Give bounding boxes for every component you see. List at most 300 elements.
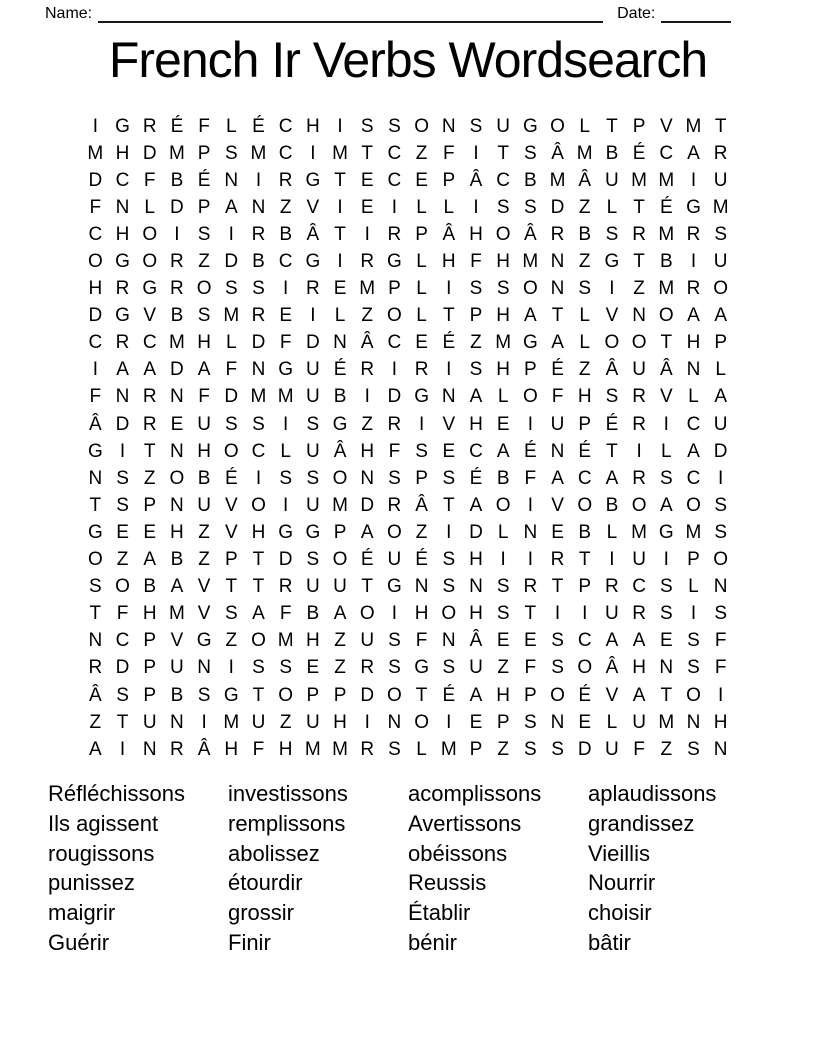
grid-letter: H (170, 521, 184, 543)
grid-letter: O (441, 603, 457, 625)
grid-letter: T (660, 332, 673, 354)
grid-letter: I (446, 521, 452, 543)
grid-letter: L (715, 359, 726, 381)
grid-letter: O (658, 305, 674, 327)
grid-letter: D (224, 386, 239, 408)
grid-letter: Z (279, 711, 292, 733)
worksheet-header (45, 4, 774, 25)
grid-letter: T (442, 494, 455, 516)
grid-letter: É (659, 196, 673, 218)
grid-letter: Â (415, 494, 428, 516)
grid-letter: L (606, 711, 618, 733)
grid-letter: S (496, 576, 510, 598)
grid-letter: É (252, 115, 265, 137)
grid-letter: F (415, 630, 428, 652)
grid-letter: C (115, 630, 130, 652)
word-list-item: Reussis (408, 870, 487, 896)
word-list-item: grossir (228, 900, 295, 926)
grid-letter: S (252, 413, 265, 435)
grid-letter: Z (225, 630, 238, 652)
grid-letter: R (170, 278, 184, 300)
grid-letter: H (632, 657, 646, 679)
grid-letter: M (631, 169, 647, 191)
grid-letter: N (469, 576, 483, 598)
grid-letter: O (686, 684, 701, 706)
grid-letter: S (224, 603, 238, 625)
word-list-item: obéissons (408, 840, 508, 866)
grid-letter: P (687, 549, 700, 571)
grid-letter: C (88, 332, 103, 354)
grid-letter: M (495, 332, 512, 354)
grid-letter: Z (578, 359, 591, 381)
grid-letter: B (578, 521, 592, 543)
grid-letter: D (115, 657, 130, 679)
grid-letter: S (442, 576, 456, 598)
grid-letter: Â (89, 413, 102, 435)
grid-letter: U (605, 738, 619, 760)
grid-letter: G (387, 576, 402, 598)
grid-letter: H (496, 684, 511, 706)
grid-letter: S (714, 603, 727, 625)
grid-letter: A (469, 684, 483, 706)
grid-letter: I (446, 359, 452, 381)
grid-letter: O (577, 657, 593, 679)
grid-letter: S (224, 278, 238, 300)
grid-letter: T (89, 603, 102, 625)
grid-letter: T (252, 549, 265, 571)
grid-letter: D (387, 386, 402, 408)
word-list-column (408, 779, 588, 958)
grid-letter: H (305, 115, 320, 137)
grid-letter: M (168, 603, 185, 625)
grid-letter: T (334, 169, 346, 191)
grid-letter: Â (469, 630, 483, 652)
grid-letter: U (305, 440, 320, 462)
grid-letter: F (116, 603, 129, 625)
grid-letter: O (631, 332, 647, 354)
grid-letter: T (551, 305, 564, 327)
grid-letter: A (687, 142, 700, 164)
word-list-item: étourdir (228, 870, 303, 896)
grid-letter: O (495, 223, 511, 245)
grid-letter: E (116, 521, 129, 543)
grid-letter: C (686, 413, 701, 435)
grid-letter: R (278, 576, 293, 598)
grid-letter: R (414, 359, 429, 381)
grid-letter: I (337, 251, 343, 273)
grid-letter: I (446, 711, 452, 733)
grid-letter: G (87, 440, 103, 462)
grid-letter: N (88, 467, 103, 489)
grid-letter: H (469, 413, 483, 435)
grid-letter: S (306, 467, 320, 489)
grid-letter: A (632, 684, 646, 706)
grid-letter: Z (334, 630, 346, 652)
grid-letter: T (633, 196, 645, 218)
grid-letter: É (632, 142, 646, 164)
grid-letter: S (524, 711, 537, 733)
grid-letter: O (196, 278, 212, 300)
grid-letter: I (228, 657, 234, 679)
grid-letter: R (305, 278, 320, 300)
word-list-item: Établir (408, 900, 471, 926)
grid-letter: R (605, 576, 619, 598)
grid-letter: P (143, 630, 157, 652)
grid-letter: A (469, 494, 483, 516)
grid-letter: T (633, 251, 645, 273)
grid-letter: S (659, 576, 673, 598)
word-list-item: abolissez (228, 840, 320, 866)
grid-letter: N (632, 305, 646, 327)
grid-letter: A (551, 467, 564, 489)
grid-letter: B (170, 549, 184, 571)
grid-letter: L (579, 305, 590, 327)
grid-letter: P (143, 494, 157, 516)
grid-letter: É (442, 332, 456, 354)
word-list-item: choisir (588, 900, 652, 926)
grid-letter: G (223, 684, 239, 706)
grid-letter: I (609, 278, 615, 300)
grid-letter: G (686, 196, 701, 218)
grid-letter: N (197, 657, 211, 679)
grid-letter: I (690, 251, 697, 273)
grid-letter: O (115, 576, 130, 598)
grid-letter: S (89, 576, 102, 598)
grid-letter: C (251, 440, 266, 462)
grid-letter: U (713, 251, 728, 273)
grid-letter: F (252, 738, 265, 760)
grid-letter: S (687, 657, 700, 679)
grid-letter: M (277, 630, 294, 652)
grid-letter: O (414, 711, 429, 733)
grid-letter: U (387, 549, 402, 571)
grid-letter: O (550, 115, 565, 137)
grid-letter: É (551, 359, 564, 381)
grid-letter: L (579, 332, 590, 354)
grid-letter: M (332, 142, 348, 164)
grid-letter: H (360, 440, 375, 462)
grid-letter: I (554, 603, 561, 625)
grid-letter: U (305, 576, 320, 598)
grid-letter: G (305, 251, 321, 273)
grid-letter: G (142, 278, 158, 300)
grid-letter: A (714, 386, 727, 408)
grid-letter: Z (143, 467, 156, 489)
grid-letter: G (115, 305, 130, 327)
grid-letter: S (388, 115, 401, 137)
grid-letter: M (631, 521, 647, 543)
grid-letter: Â (197, 738, 211, 760)
grid-letter: L (416, 738, 427, 760)
grid-letter: T (578, 549, 591, 571)
date-blank-line[interactable] (661, 7, 731, 23)
grid-letter: P (578, 413, 592, 435)
grid-letter: V (224, 494, 238, 516)
grid-letter: N (441, 115, 456, 137)
grid-letter: N (550, 278, 565, 300)
grid-letter: G (604, 251, 620, 273)
grid-letter: V (143, 305, 157, 327)
grid-letter: D (88, 169, 103, 191)
grid-letter: C (387, 332, 402, 354)
grid-letter: M (304, 738, 321, 760)
word-list-item: bénir (408, 929, 457, 955)
grid-letter: H (577, 386, 592, 408)
grid-letter: A (224, 196, 238, 218)
grid-letter: F (470, 251, 482, 273)
grid-letter: É (578, 684, 592, 706)
grid-letter: H (686, 332, 701, 354)
grid-letter: R (142, 115, 157, 137)
grid-letter: G (387, 251, 402, 273)
grid-letter: I (663, 549, 669, 571)
grid-letter: T (660, 684, 673, 706)
grid-letter: S (714, 223, 727, 245)
grid-letter: O (87, 549, 103, 571)
grid-letter: I (364, 386, 370, 408)
grid-letter: P (442, 169, 456, 191)
grid-letter: C (142, 332, 157, 354)
grid-letter: P (388, 278, 401, 300)
grid-letter: O (631, 494, 647, 516)
grid-letter: M (658, 711, 675, 733)
grid-letter: D (170, 359, 184, 381)
grid-letter: U (305, 359, 320, 381)
grid-letter: R (170, 251, 184, 273)
grid-letter: A (605, 630, 619, 652)
grid-letter: S (197, 223, 211, 245)
grid-letter: L (416, 278, 427, 300)
grid-letter: I (310, 142, 316, 164)
grid-letter: T (497, 142, 509, 164)
grid-letter: F (442, 142, 455, 164)
grid-letter: E (659, 630, 673, 652)
grid-letter: I (582, 603, 588, 625)
grid-letter: G (278, 359, 294, 381)
grid-letter: F (198, 386, 210, 408)
grid-letter: Z (415, 142, 428, 164)
grid-letter: R (632, 386, 646, 408)
grid-letter: B (170, 305, 184, 327)
word-list-column (588, 779, 768, 958)
grid-letter: R (142, 386, 157, 408)
grid-letter: V (551, 494, 564, 516)
grid-letter: T (524, 603, 537, 625)
grid-letter: O (87, 251, 103, 273)
grid-letter: I (119, 440, 126, 462)
grid-letter: I (663, 413, 669, 435)
word-list-item: Vieillis (588, 840, 650, 866)
grid-letter: P (415, 223, 428, 245)
grid-letter: L (579, 115, 590, 137)
grid-letter: C (387, 169, 402, 191)
grid-letter: H (305, 630, 320, 652)
grid-letter: N (360, 467, 375, 489)
grid-letter: S (442, 549, 456, 571)
grid-letter: M (250, 142, 267, 164)
grid-letter: V (605, 305, 619, 327)
grid-letter: I (718, 467, 724, 489)
grid-letter: F (143, 169, 156, 191)
grid-letter: E (415, 169, 428, 191)
grid-letter: I (283, 278, 289, 300)
grid-letter: I (527, 413, 533, 435)
grid-letter: F (198, 115, 210, 137)
grid-letter: I (337, 115, 343, 137)
grid-letter: V (197, 576, 211, 598)
grid-letter: D (142, 142, 157, 164)
grid-letter: E (469, 711, 483, 733)
grid-letter: F (524, 467, 537, 489)
grid-letter: L (688, 386, 699, 408)
grid-letter: N (142, 738, 157, 760)
grid-letter: I (636, 440, 642, 462)
grid-letter: F (714, 630, 727, 652)
grid-letter: I (418, 413, 425, 435)
grid-letter: E (442, 440, 456, 462)
grid-letter: B (659, 251, 673, 273)
grid-letter: U (142, 711, 157, 733)
grid-letter: B (306, 603, 320, 625)
grid-letter: S (415, 440, 428, 462)
grid-letter: D (469, 521, 483, 543)
grid-letter: E (279, 305, 292, 327)
grid-letter: Z (633, 278, 645, 300)
grid-letter: S (197, 684, 211, 706)
grid-letter: N (686, 359, 701, 381)
grid-letter: Z (89, 711, 102, 733)
grid-letter: T (606, 115, 618, 137)
grid-letter: U (305, 494, 320, 516)
grid-letter: S (551, 738, 564, 760)
grid-letter: O (713, 549, 729, 571)
name-label: Name: (45, 5, 93, 22)
grid-letter: S (551, 657, 564, 679)
grid-letter: P (714, 332, 727, 354)
grid-letter: R (278, 169, 293, 191)
grid-letter: E (578, 711, 592, 733)
grid-letter: Z (198, 251, 210, 273)
grid-letter: D (278, 549, 293, 571)
grid-letter: R (632, 223, 646, 245)
grid-letter: H (469, 549, 483, 571)
grid-letter: O (577, 494, 593, 516)
grid-letter: S (659, 603, 673, 625)
grid-letter: R (387, 223, 402, 245)
grid-letter: S (224, 142, 238, 164)
grid-letter: R (632, 413, 646, 435)
grid-letter: I (391, 359, 398, 381)
grid-letter: P (496, 711, 510, 733)
grid-letter: H (469, 223, 483, 245)
grid-letter: D (360, 684, 375, 706)
grid-letter: G (305, 169, 321, 191)
grid-letter: R (115, 332, 130, 354)
grid-letter: P (306, 684, 320, 706)
grid-letter: G (658, 521, 674, 543)
grid-letter: G (414, 386, 429, 408)
grid-letter: M (658, 278, 675, 300)
grid-letter: S (496, 196, 510, 218)
grid-letter: U (605, 169, 619, 191)
grid-letter: O (387, 684, 402, 706)
grid-letter: U (360, 630, 375, 652)
word-list-item: aplaudissons (588, 781, 717, 806)
grid-letter: M (658, 223, 675, 245)
grid-letter: N (251, 196, 266, 218)
grid-letter: S (469, 115, 483, 137)
grid-letter: M (332, 738, 348, 760)
grid-letter: R (251, 305, 266, 327)
grid-letter: L (416, 196, 427, 218)
grid-letter: S (659, 467, 673, 489)
name-blank-line[interactable] (98, 7, 603, 23)
grid-letter: I (283, 494, 289, 516)
word-list-item: punissez (48, 870, 135, 896)
grid-letter: É (605, 413, 619, 435)
grid-letter: H (197, 332, 211, 354)
grid-letter: R (686, 223, 701, 245)
grid-letter: A (659, 494, 673, 516)
word-list-item: remplissons (228, 810, 346, 836)
grid-letter: A (551, 332, 564, 354)
grid-letter: C (469, 440, 483, 462)
grid-letter: A (143, 549, 157, 571)
grid-letter: U (713, 413, 728, 435)
grid-letter: Â (442, 223, 456, 245)
grid-letter: N (170, 386, 184, 408)
grid-letter: I (255, 467, 262, 489)
grid-letter: U (713, 169, 728, 191)
grid-letter: B (279, 223, 292, 245)
grid-letter: E (524, 630, 537, 652)
grid-letter: P (197, 196, 211, 218)
grid-letter: H (469, 603, 483, 625)
grid-letter: A (170, 576, 184, 598)
grid-letter: E (551, 521, 564, 543)
grid-letter: M (87, 142, 104, 164)
grid-letter: I (92, 115, 98, 137)
grid-letter: S (524, 196, 537, 218)
grid-letter: L (606, 196, 618, 218)
grid-letter: B (252, 251, 265, 273)
grid-letter: N (170, 494, 184, 516)
grid-letter: L (497, 386, 509, 408)
grid-letter: Â (605, 657, 619, 679)
grid-letter: E (170, 413, 184, 435)
grid-letter: N (170, 440, 184, 462)
grid-letter: A (252, 603, 265, 625)
grid-letter: I (391, 196, 398, 218)
grid-letter: A (143, 359, 157, 381)
grid-letter: M (685, 521, 702, 543)
grid-letter: H (115, 142, 130, 164)
grid-letter: V (170, 630, 184, 652)
grid-letter: T (606, 440, 618, 462)
grid-letter: E (496, 413, 510, 435)
grid-letter: O (251, 494, 266, 516)
grid-letter: O (686, 494, 701, 516)
grid-letter: D (88, 305, 103, 327)
grid-letter: I (527, 494, 533, 516)
word-list-item: Réfléchissons (48, 781, 185, 806)
grid-letter: S (252, 657, 265, 679)
grid-letter: S (388, 630, 401, 652)
grid-letter: O (142, 223, 158, 245)
grid-letter: Â (306, 223, 320, 245)
grid-letter: V (659, 386, 673, 408)
grid-letter: P (224, 549, 238, 571)
